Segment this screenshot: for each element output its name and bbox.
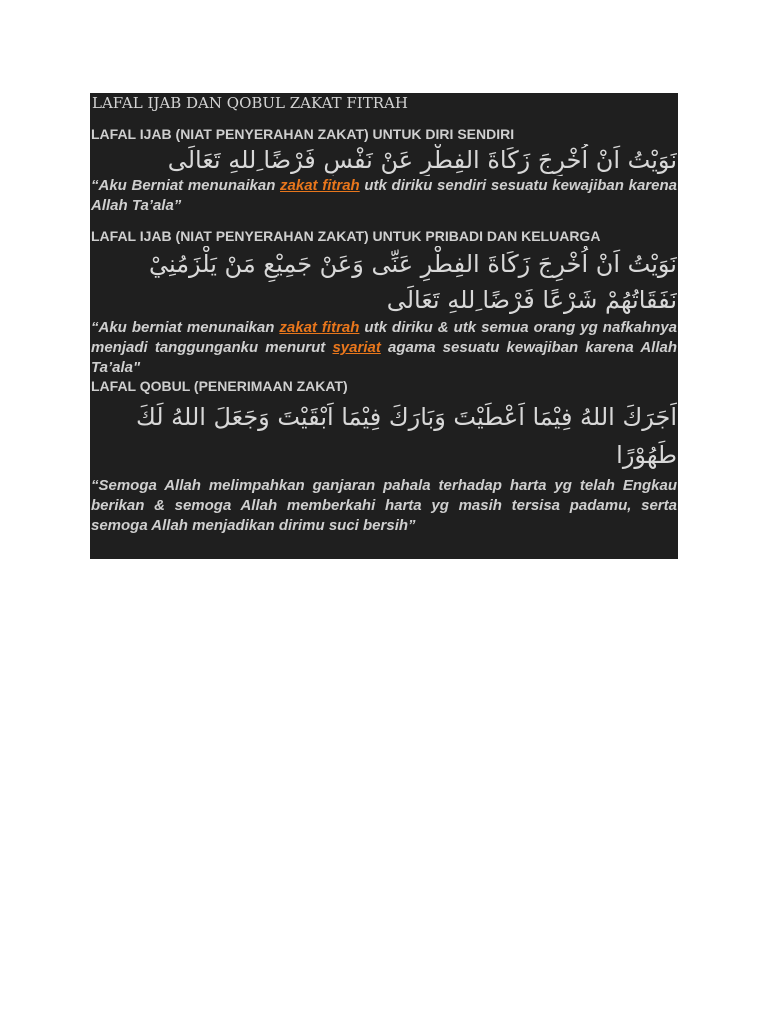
section-heading-ijab-self: LAFAL IJAB (NIAT PENYERAHAN ZAKAT) UNTUK DIRI SENDIRI	[91, 126, 515, 142]
syariat-link[interactable]: syariat	[332, 339, 381, 356]
translation-ijab-self	[91, 176, 677, 216]
arabic-text-qobul-line1: اَجَرَكَ اللهُ فِيْمَا اَعْطَيْتَ وَبَارَكَ فِيْمَا اَبْقَيْتَ وَجَعَلَ اللهُ لَكَ	[135, 403, 677, 431]
arabic-text-ijab-family-line2: نَفَقَاتُهُمْ شَرْعًا فَرْضًا ِللهِ تَعَالَى	[386, 286, 677, 314]
translation-text: utk diriku sendiri sesuatu kewajiban karena Allah Ta’ala”	[91, 177, 677, 214]
translation-ijab-family	[91, 318, 677, 378]
document-panel	[90, 93, 678, 559]
arabic-text-ijab-self: نَوَيْتُ اَنْ اُخْرِجَ زَكَاةَ الفِطْرِ عَنْ نَفْسِ فَرْضًا ِللهِ تَعَالَى	[167, 146, 677, 174]
translation-text: “Aku Berniat menunaikan	[91, 177, 281, 194]
translation-text: agama sesuatu kewajiban karena Allah Ta’ala"	[91, 339, 677, 376]
translation-qobul: “Semoga Allah melimpahkan ganjaran pahala terhadap harta yg telah Engkau berikan & semoga Allah memberkahi harta yg masih tersisa padamu, serta semoga Allah menjadikan dirimu suci bersih”	[91, 477, 677, 534]
zakat-fitrah-link[interactable]: zakat fitrah	[279, 319, 360, 336]
section-heading-ijab-family: LAFAL IJAB (NIAT PENYERAHAN ZAKAT) UNTUK PRIBADI DAN KELUARGA	[91, 228, 601, 244]
arabic-text-ijab-family-line1: نَوَيْتُ اَنْ اُخْرِجَ زَكَاةَ الفِطْرِ عَنِّى وَعَنْ جَمِيْعِ مَنْ يَلْزَمُنِيْ	[148, 250, 677, 278]
document-title: LAFAL IJAB DAN QOBUL ZAKAT FITRAH	[92, 94, 408, 112]
translation-text: utk diriku & utk semua orang yg nafkahnya menjadi tanggunganku menurut	[91, 319, 678, 356]
arabic-text-qobul-line2: طَهُوْرًا	[616, 441, 677, 469]
section-heading-qobul: LAFAL QOBUL (PENERIMAAN ZAKAT)	[91, 378, 348, 394]
translation-text: “Aku berniat menunaikan	[91, 319, 280, 336]
zakat-fitrah-link[interactable]: zakat fitrah	[280, 177, 360, 194]
